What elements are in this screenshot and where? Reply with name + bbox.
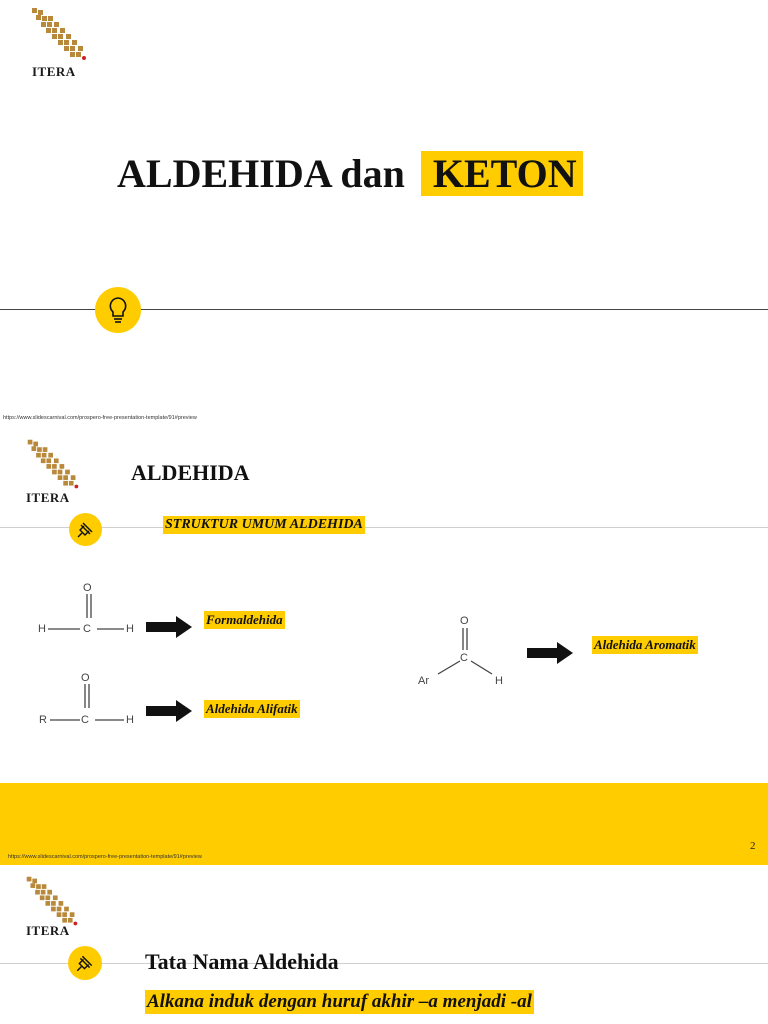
- logo-text: ITERA: [26, 490, 70, 505]
- logo-text: ITERA: [26, 923, 70, 938]
- slide-heading: ALDEHIDA: [131, 460, 250, 485]
- slide-2: [0, 430, 768, 865]
- slide-title: [117, 148, 583, 200]
- logo-text: ITERA: [32, 64, 76, 79]
- pin-badge: [68, 946, 102, 980]
- itera-logo-icon: [24, 436, 82, 494]
- atom-h: H: [495, 675, 503, 687]
- atom-o: O: [83, 582, 92, 594]
- source-url: https://www.slidescarnival.com/prospero-free-presentation-template/91#preview: [3, 415, 197, 421]
- bulb-badge: [95, 287, 141, 333]
- title-main: ALDEHIDA dan: [117, 151, 405, 196]
- atom-c: C: [460, 652, 468, 664]
- source-url: https://www.slidescarnival.com/prospero-free-presentation-template/91#preview: [8, 854, 202, 860]
- naming-rule: Alkana induk dengan huruf akhir –a menjadi -al: [147, 991, 532, 1012]
- atom-h: H: [126, 714, 134, 726]
- label-formaldehida: Formaldehida: [206, 612, 283, 627]
- slide-1: [0, 0, 768, 421]
- atom-h: H: [126, 623, 134, 635]
- arrow-right-icon: [146, 700, 192, 722]
- footer-band: [0, 783, 768, 865]
- pin-badge: [69, 513, 102, 546]
- atom-o: O: [460, 615, 469, 627]
- atom-c: C: [81, 714, 89, 726]
- atom-h: H: [38, 623, 46, 635]
- atom-ar: Ar: [418, 675, 429, 687]
- subheading: STRUKTUR UMUM ALDEHIDA: [165, 517, 363, 532]
- pushpin-icon: [68, 946, 102, 980]
- title-highlight: KETON: [421, 151, 583, 196]
- itera-logo-icon: [28, 4, 90, 66]
- divider: [0, 527, 768, 528]
- slide-heading: Tata Nama Aldehida: [145, 949, 339, 974]
- slide-3: [0, 865, 768, 1024]
- page-number: 2: [750, 840, 756, 852]
- lightbulb-icon: [95, 287, 141, 333]
- label-aldehida-alifatik: Aldehida Alifatik: [206, 701, 298, 716]
- pushpin-icon: [69, 513, 102, 546]
- divider: [0, 963, 768, 964]
- arrow-right-icon: [527, 642, 573, 664]
- atom-r: R: [39, 714, 47, 726]
- atom-o: O: [81, 672, 90, 684]
- label-aldehida-aromatik: Aldehida Aromatik: [594, 637, 696, 652]
- atom-c: C: [83, 623, 91, 635]
- arrow-right-icon: [146, 616, 192, 638]
